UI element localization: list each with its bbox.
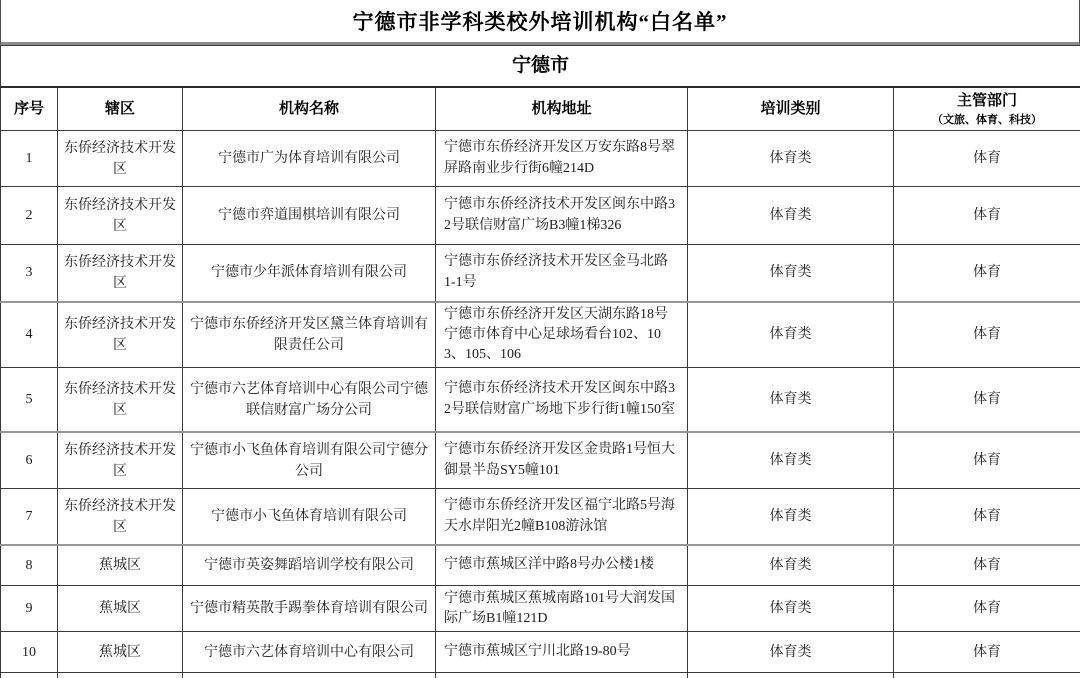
- empty-cell: [58, 673, 183, 678]
- col-header-dept: [894, 87, 1080, 131]
- table-row: [1, 632, 1080, 673]
- serial-cell: 1: [1, 131, 58, 187]
- table-row: [1, 586, 1080, 632]
- dept-cell: 体育: [894, 187, 1080, 245]
- address-cell: 宁德市东侨经济开发区万安东路8号翠屏路南业步行街6幢214D: [436, 131, 688, 187]
- district-cell: 东侨经济技术开发区: [58, 131, 183, 187]
- col-header-name: 机构名称: [183, 87, 436, 131]
- address-cell: 宁德市东侨经济技术开发区闽东中路32号联信财富广场地下步行街1幢150室: [436, 368, 688, 432]
- address-cell: 宁德市蕉城区宁川北路19-80号: [436, 632, 688, 673]
- name-cell: 宁德市六艺体育培训中心有限公司宁德联信财富广场分公司: [183, 368, 436, 432]
- table-row: [1, 545, 1080, 586]
- empty-cell: [1, 673, 58, 678]
- section-header-city: 宁德市: [1, 46, 1080, 87]
- serial-cell: 3: [1, 245, 58, 302]
- district-cell: 东侨经济技术开发区: [58, 489, 183, 545]
- empty-cell: [183, 673, 436, 678]
- col-header-dept-note: （文旅、体育、科技）: [932, 113, 1043, 126]
- address-cell: 宁德市东侨经济开发区金贵路1号恒大御景半岛SY5幢101: [436, 432, 688, 489]
- serial-cell: 8: [1, 545, 58, 586]
- district-cell: 东侨经济技术开发区: [58, 245, 183, 302]
- table-body: [1, 131, 1080, 678]
- table-row: [1, 131, 1080, 187]
- address-cell: 宁德市东侨经济技术开发区金马北路 1-1号: [436, 245, 688, 302]
- col-header-district: 辖区: [58, 87, 183, 131]
- category-cell: 体育类: [688, 489, 894, 545]
- empty-cell: [894, 673, 1080, 678]
- serial-cell: 4: [1, 302, 58, 368]
- district-cell: 蕉城区: [58, 545, 183, 586]
- serial-cell: 10: [1, 632, 58, 673]
- table-row: [1, 489, 1080, 545]
- district-cell: 东侨经济技术开发区: [58, 302, 183, 368]
- serial-cell: 9: [1, 586, 58, 632]
- category-cell: 体育类: [688, 131, 894, 187]
- category-cell: 体育类: [688, 545, 894, 586]
- serial-cell: 6: [1, 432, 58, 489]
- category-cell: 体育类: [688, 187, 894, 245]
- dept-cell: 体育: [894, 245, 1080, 302]
- dept-cell: 体育: [894, 545, 1080, 586]
- table-row: [1, 245, 1080, 302]
- table-row: [1, 368, 1080, 432]
- empty-cell: [436, 673, 688, 678]
- address-cell: 宁德市蕉城区洋中路8号办公楼1楼: [436, 545, 688, 586]
- category-cell: 体育类: [688, 302, 894, 368]
- district-cell: 东侨经济技术开发区: [58, 432, 183, 489]
- category-cell: 体育类: [688, 245, 894, 302]
- dept-cell: 体育: [894, 131, 1080, 187]
- district-cell: 蕉城区: [58, 632, 183, 673]
- dept-cell: 体育: [894, 586, 1080, 632]
- district-cell: 蕉城区: [58, 586, 183, 632]
- col-header-category: 培训类别: [688, 87, 894, 131]
- table-row: [1, 187, 1080, 245]
- serial-cell: 5: [1, 368, 58, 432]
- district-cell: 东侨经济技术开发区: [58, 187, 183, 245]
- dept-cell: 体育: [894, 489, 1080, 545]
- name-cell: 宁德市东侨经济开发区黛兰体育培训有限责任公司: [183, 302, 436, 368]
- name-cell: 宁德市英姿舞蹈培训学校有限公司: [183, 545, 436, 586]
- category-cell: 体育类: [688, 368, 894, 432]
- table-row: [1, 302, 1080, 368]
- dept-cell: 体育: [894, 432, 1080, 489]
- col-header-address: 机构地址: [436, 87, 688, 131]
- column-header-row: [1, 87, 1080, 131]
- col-header-dept-label: 主管部门: [957, 93, 1018, 110]
- name-cell: 宁德市小飞鱼体育培训有限公司: [183, 489, 436, 545]
- name-cell: 宁德市广为体育培训有限公司: [183, 131, 436, 187]
- serial-cell: 7: [1, 489, 58, 545]
- category-cell: 体育类: [688, 586, 894, 632]
- address-cell: 宁德市东侨经济开发区天湖东路18号宁德市体育中心足球场看台102、103、105、106: [436, 302, 688, 368]
- serial-cell: 2: [1, 187, 58, 245]
- page-title: 宁德市非学科类校外培训机构“白名单”: [0, 0, 1080, 45]
- dept-cell: 体育: [894, 302, 1080, 368]
- address-cell: 宁德市东侨经济开发区福宁北路5号海天水岸阳光2幢B108游泳馆: [436, 489, 688, 545]
- name-cell: 宁德市精英散手踢拳体育培训有限公司: [183, 586, 436, 632]
- dept-cell: 体育: [894, 632, 1080, 673]
- address-cell: 宁德市蕉城区蕉城南路101号大润发国际广场B1幢121D: [436, 586, 688, 632]
- name-cell: 宁德市小飞鱼体育培训有限公司宁德分公司: [183, 432, 436, 489]
- dept-cell: 体育: [894, 368, 1080, 432]
- category-cell: 体育类: [688, 432, 894, 489]
- district-cell: 东侨经济技术开发区: [58, 368, 183, 432]
- address-cell: 宁德市东侨经济技术开发区闽东中路32号联信财富广场B3幢1梯326: [436, 187, 688, 245]
- category-cell: 体育类: [688, 632, 894, 673]
- name-cell: 宁德市少年派体育培训有限公司: [183, 245, 436, 302]
- empty-cell: [688, 673, 894, 678]
- name-cell: 宁德市弈道围棋培训有限公司: [183, 187, 436, 245]
- col-header-serial: 序号: [1, 87, 58, 131]
- section-header-row: [1, 46, 1080, 87]
- table-row: [1, 432, 1080, 489]
- table-row-partial: [1, 673, 1080, 678]
- name-cell: 宁德市六艺体育培训中心有限公司: [183, 632, 436, 673]
- whitelist-table: [0, 45, 1080, 678]
